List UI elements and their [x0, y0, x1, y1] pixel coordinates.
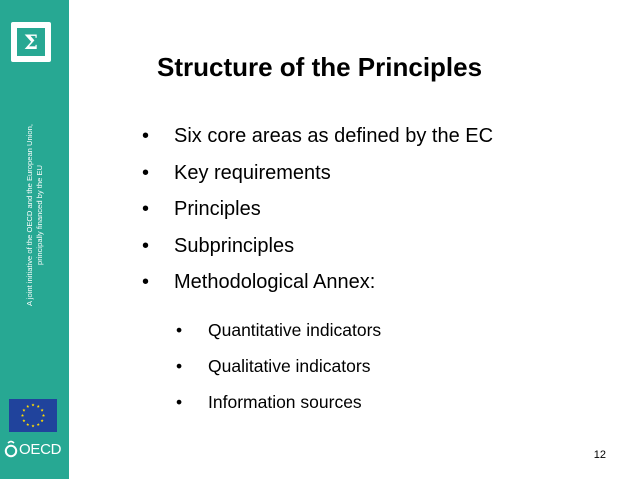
eu-star-icon [26, 405, 29, 408]
bullet-item: • Subprinciples [142, 228, 493, 265]
page-number: 12 [593, 449, 606, 461]
main-bullet-list [142, 118, 493, 301]
eu-star-icon [31, 403, 34, 406]
oecd-label: OECD [19, 441, 62, 458]
eu-star-icon [41, 409, 44, 412]
tagline-line-1: A joint initiative of the OECD and the European Union, [25, 124, 34, 306]
eu-star-icon [37, 423, 40, 426]
slide-title: Structure of the Principles [157, 52, 483, 82]
eu-star-icon [22, 419, 25, 422]
eu-stars [9, 399, 57, 432]
eu-star-icon [26, 423, 29, 426]
sub-bullet-item: • Quantitative indicators [176, 312, 381, 348]
eu-star-icon [31, 424, 34, 427]
eu-flag-icon [9, 399, 57, 432]
sidebar-tagline [25, 115, 45, 315]
sidebar [0, 0, 69, 479]
sub-bullet-item: • Qualitative indicators [176, 348, 381, 384]
bullet-item: • Principles [142, 191, 493, 228]
bullet-item: • Key requirements [142, 155, 493, 192]
eu-star-icon [41, 419, 44, 422]
eu-star-icon [22, 409, 25, 412]
sub-bullet-item: • Information sources [176, 384, 381, 420]
tagline-line-2: principally financed by the EU [35, 164, 44, 266]
eu-star-icon [42, 414, 45, 417]
sigma-logo [11, 22, 51, 62]
eu-star-icon [21, 414, 24, 417]
oecd-mark-icon [4, 440, 18, 460]
bullet-item: • Six core areas as defined by the EC [142, 118, 493, 155]
oecd-logo [4, 440, 66, 460]
bullet-item: • Methodological Annex: [142, 264, 493, 301]
eu-star-icon [37, 405, 40, 408]
sigma-icon: Σ [17, 28, 45, 56]
sub-bullet-list [176, 312, 381, 420]
